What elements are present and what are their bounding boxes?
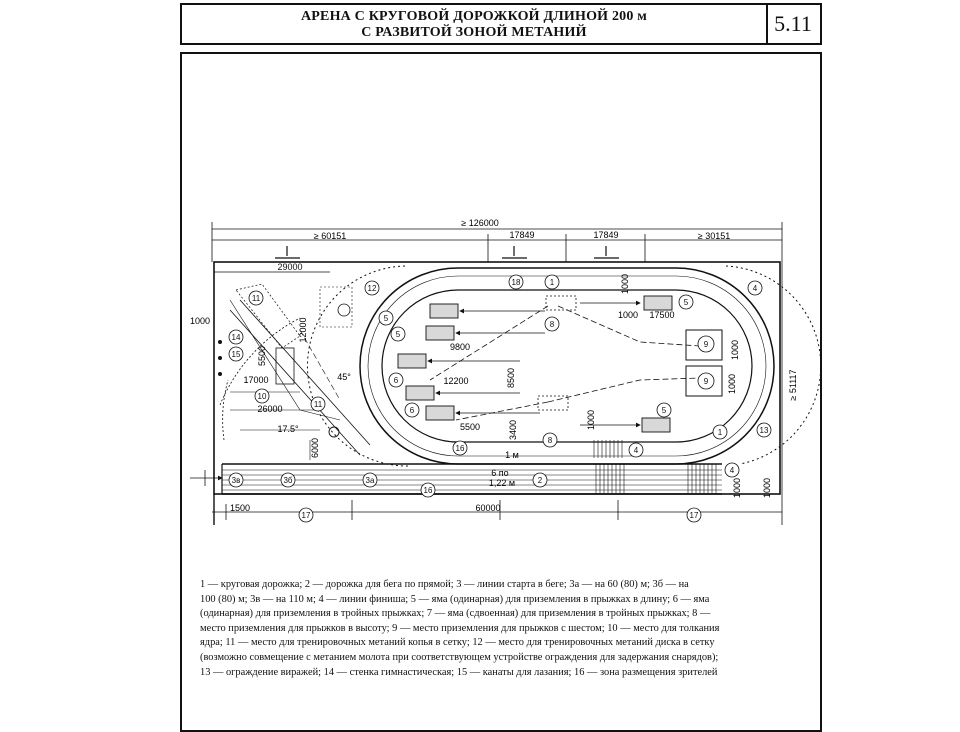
label-1b: 1 xyxy=(717,428,723,437)
dim-5500-mid: 5500 xyxy=(459,422,481,432)
label-9b: 9 xyxy=(703,377,709,386)
label-6a: 6 xyxy=(393,376,399,385)
label-8b: 8 xyxy=(547,436,553,445)
label-5c: 5 xyxy=(395,330,401,339)
label-5a: 5 xyxy=(683,298,689,307)
dim-8500: 8500 xyxy=(506,367,516,389)
legend-line: 13 — ограждение виражей; 14 — стенка гимнастическая; 15 — канаты для лазания; 16 — зона размещения зрителей xyxy=(200,666,718,678)
legend-line: (возможно совмещение с метанием молота при соответствующем устройстве ограждения для задержания снарядов); xyxy=(200,651,719,663)
lanes-count: 6 по xyxy=(491,468,509,478)
dim-width-total: ≥ 51117 xyxy=(788,369,798,401)
dim-29000: 29000 xyxy=(277,262,303,272)
legend-line: ядра; 11 — место для тренировочных метаний копья в сетку; 12 — место для тренировочных метаний диска в сетку xyxy=(200,637,715,649)
legend-line: 1 — круговая дорожка; 2 — дорожка для бега по прямой; 3 — линии старта в беге; 3а — на 60 (80) м; 3б — на xyxy=(200,579,689,590)
dim-1000-top: 1000 xyxy=(620,273,630,295)
label-1a: 1 xyxy=(549,278,555,287)
dim-17000: 17000 xyxy=(243,375,269,385)
dim-26000: 26000 xyxy=(257,404,283,414)
label-8a: 8 xyxy=(549,320,555,329)
drawing-title-line2: С РАЗВИТОЙ ЗОНОЙ МЕТАНИЙ xyxy=(361,25,587,40)
dim-1000-pit-a: 1000 xyxy=(617,310,639,320)
dim-9800: 9800 xyxy=(449,342,471,352)
dim-middle-right: 17849 xyxy=(593,230,619,240)
label-15: 15 xyxy=(231,350,241,359)
dim-1000-pit-c: 1000 xyxy=(762,477,772,499)
dim-1500: 1500 xyxy=(229,503,251,513)
label-17b: 17 xyxy=(689,511,699,520)
top-dimensions xyxy=(212,222,782,262)
label-16b: 16 xyxy=(423,486,433,495)
label-13a: 13 xyxy=(759,426,769,435)
dim-3400: 3400 xyxy=(508,419,518,441)
dim-left-part: ≥ 60151 xyxy=(313,231,347,241)
dim-middle-left: 17849 xyxy=(509,230,535,240)
label-3a: 3а xyxy=(365,476,375,485)
legend-line: (одинарная) для приземления в тройных прыжках; 7 — яма (сдвоенная) для приземления в тройных прыжках; 8 — xyxy=(200,608,711,620)
sheet-number: 5.11 xyxy=(774,11,812,36)
sprint-straight xyxy=(222,464,722,494)
dim-1m: 1 м xyxy=(505,450,519,460)
angle-45: 45° xyxy=(337,372,351,382)
dim-12000: 12000 xyxy=(298,317,308,343)
angle-17-5: 17.5° xyxy=(277,424,299,434)
label-14: 14 xyxy=(231,333,241,342)
label-16a: 16 xyxy=(455,444,465,453)
label-3b: 3б xyxy=(283,476,293,485)
label-4b: 4 xyxy=(633,446,639,455)
label-6b: 6 xyxy=(409,406,415,415)
label-9a: 9 xyxy=(703,340,709,349)
dim-1000-left: 1000 xyxy=(189,316,211,326)
dim-6000: 6000 xyxy=(310,437,320,459)
label-10: 10 xyxy=(257,392,267,401)
dim-total-length: ≥ 126000 xyxy=(461,218,499,228)
dim-12200: 12200 xyxy=(443,376,469,386)
dim-1000-bottom: 1000 xyxy=(732,477,742,499)
legend xyxy=(200,578,810,680)
high-jump-landing xyxy=(538,296,576,410)
dim-1000-mid: 1000 xyxy=(727,373,737,395)
label-11b: 11 xyxy=(313,400,323,409)
label-17a: 17 xyxy=(301,511,311,520)
label-18: 18 xyxy=(511,278,521,287)
label-5b: 5 xyxy=(383,314,389,323)
curve-fence-left xyxy=(307,266,410,466)
dim-60000: 60000 xyxy=(475,503,501,513)
label-4c: 4 xyxy=(729,466,735,475)
legend-line: место приземления для прыжков в высоту; 9 — место приземления для прыжков с шестом; 10 — место для толкания xyxy=(200,622,720,634)
finish-line-hatch xyxy=(594,440,716,494)
dim-right-part: ≥ 30151 xyxy=(697,231,731,241)
label-4a: 4 xyxy=(752,284,758,293)
lanes-width: 1,22 м xyxy=(488,478,516,488)
label-2: 2 xyxy=(537,476,543,485)
label-12: 12 xyxy=(367,284,377,293)
label-5d: 5 xyxy=(661,406,667,415)
dim-1000-right: 1000 xyxy=(586,409,596,431)
climbing-ropes xyxy=(218,340,222,376)
legend-line: 100 (80) м; 3в — на 110 м; 4 — линии финиша; 5 — яма (одинарная) для приземления в прыжках в длину; 6 — яма xyxy=(200,593,710,605)
dim-5500-left: 5500 xyxy=(257,345,267,367)
drawing-title-line1: АРЕНА С КРУГОВОЙ ДОРОЖКОЙ ДЛИНОЙ 200 м xyxy=(300,9,648,24)
dim-1000-pit-b: 1000 xyxy=(730,339,740,361)
label-11a: 11 xyxy=(251,294,261,303)
section-markers xyxy=(275,246,619,258)
label-3v: 3в xyxy=(231,476,241,485)
dim-17500: 17500 xyxy=(649,310,675,320)
